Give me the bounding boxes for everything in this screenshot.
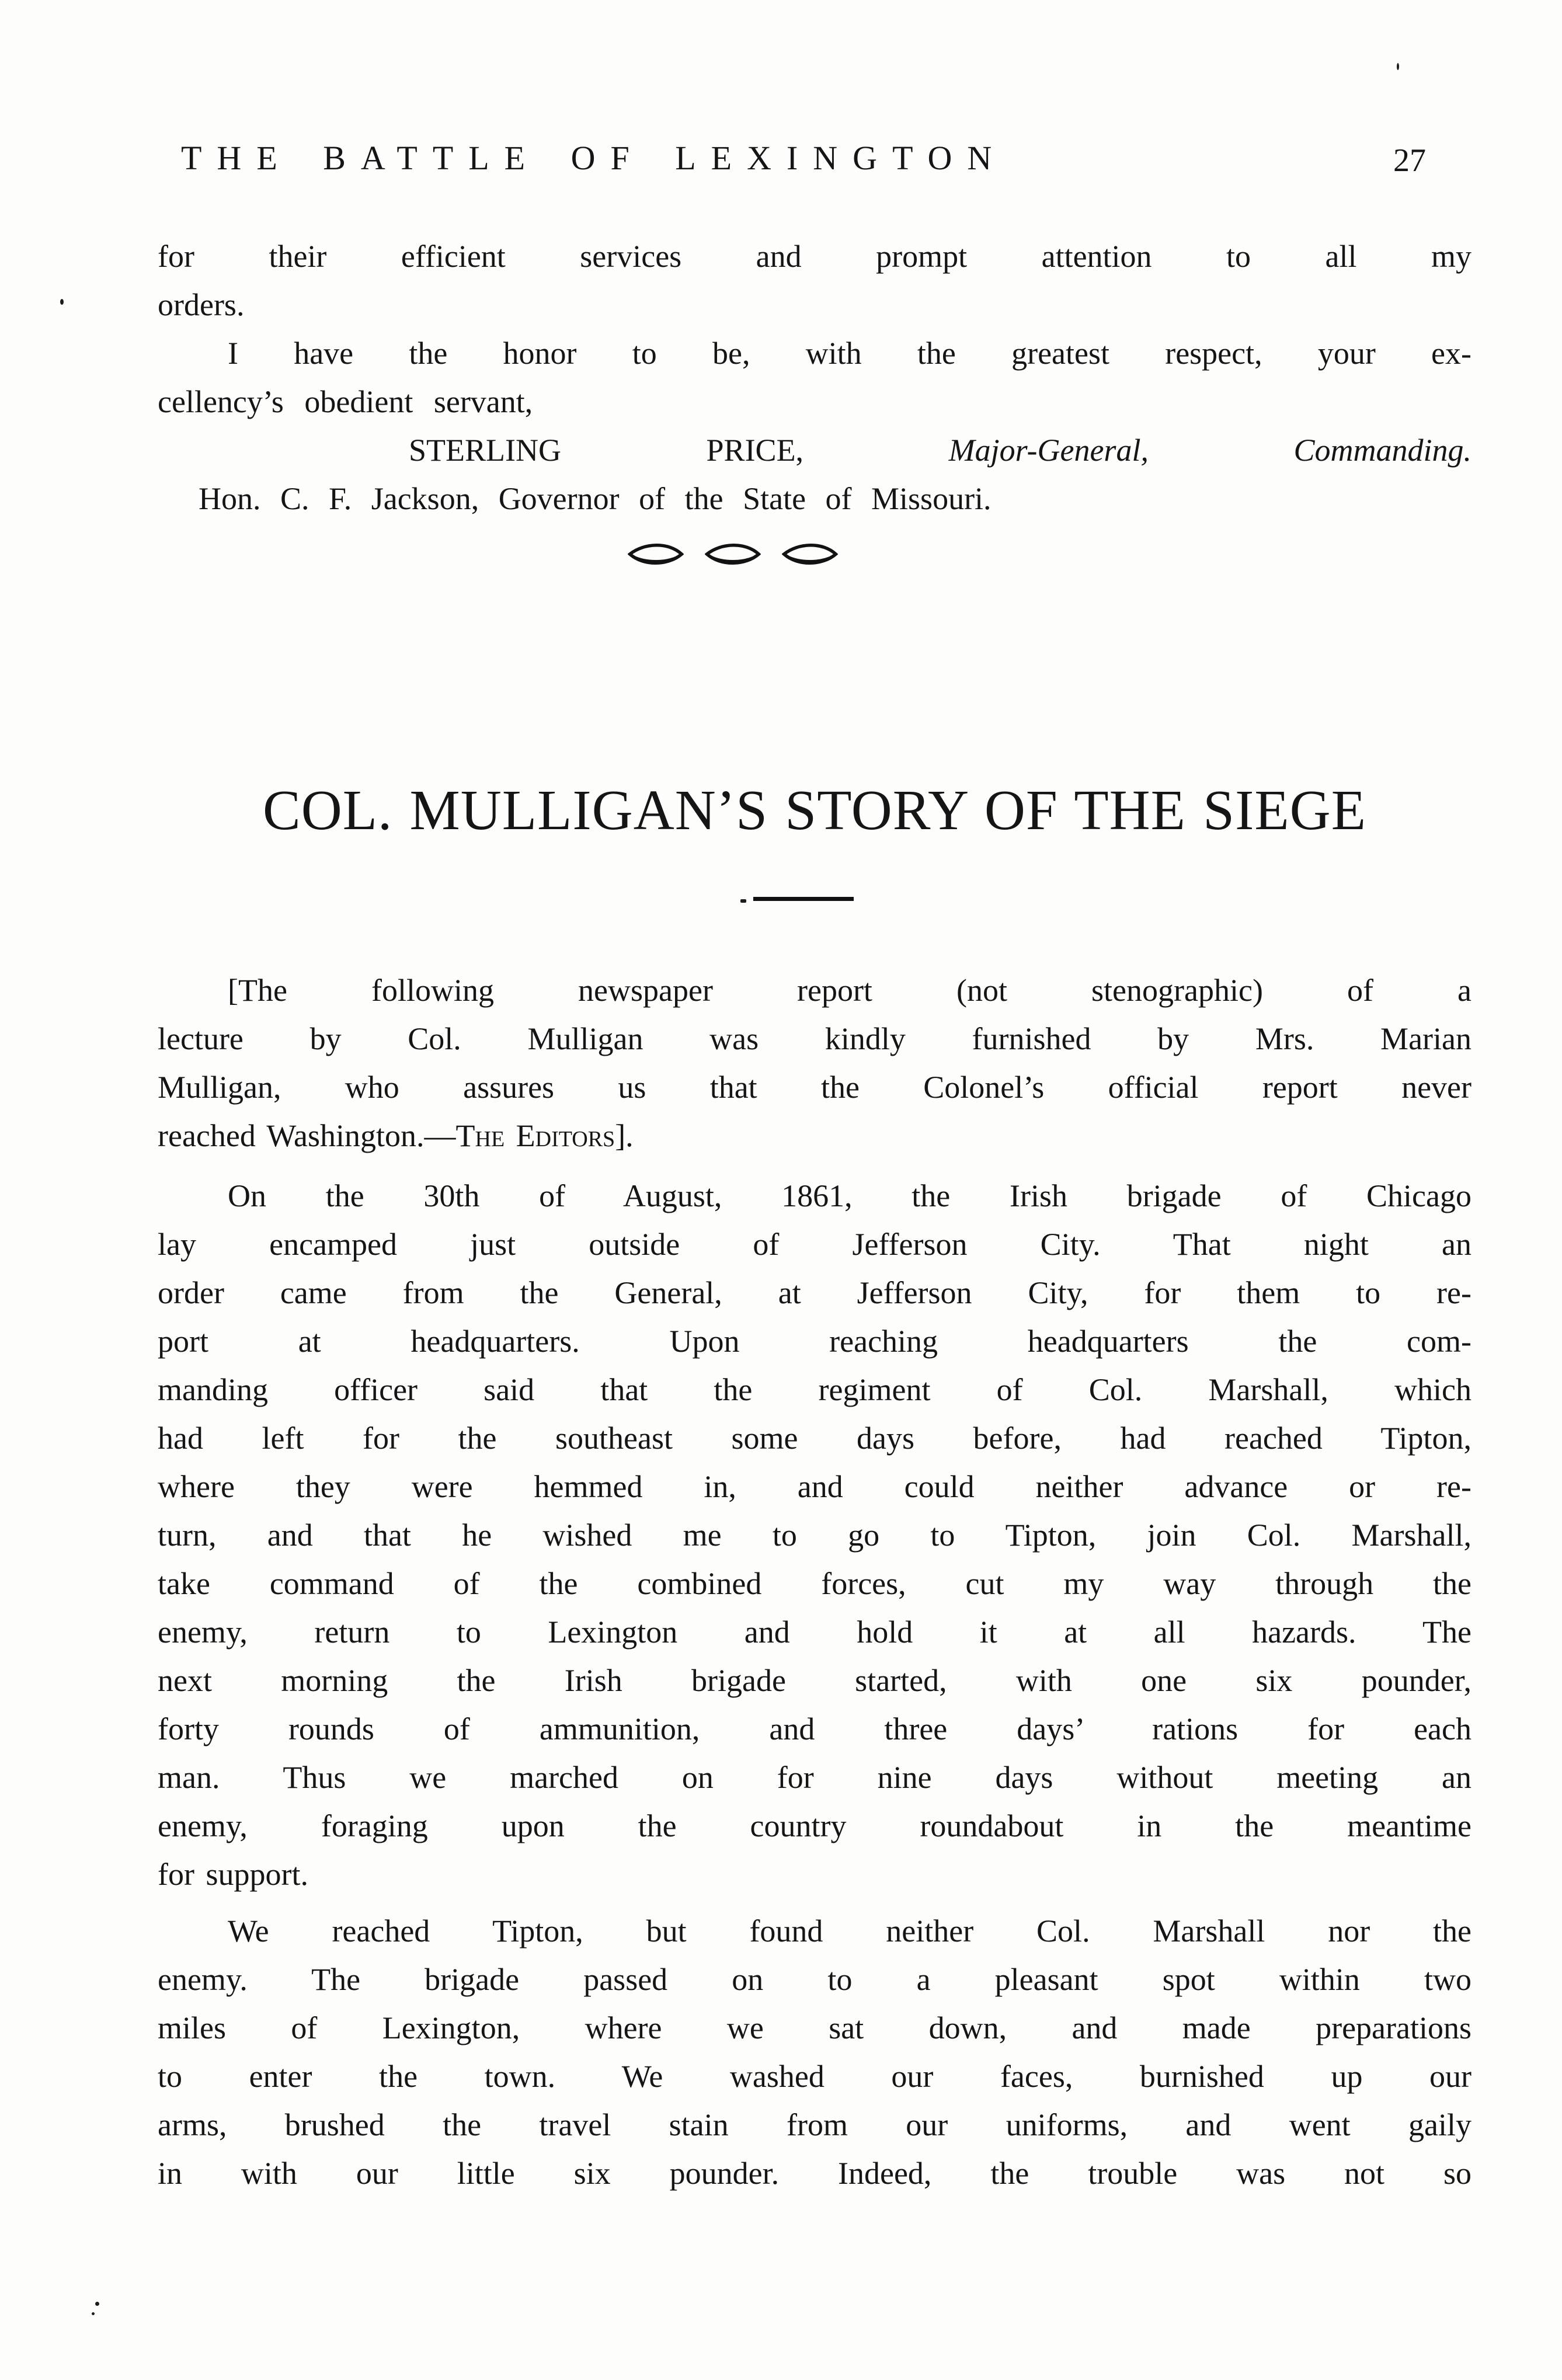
- body-line: lecture by Col. Mulligan was kindly furnished by Mrs. Marian: [158, 1021, 1471, 1056]
- body-line: man. Thus we marched on for nine days without meeting an: [158, 1760, 1471, 1795]
- body-line: next morning the Irish brigade started, with one six pounder,: [158, 1663, 1471, 1698]
- body-line: lay encamped just outside of Jefferson City. That night an: [158, 1227, 1471, 1262]
- lens-ornament-icon: [628, 541, 684, 568]
- running-head-title: THE BATTLE OF LEXINGTON: [181, 139, 1007, 177]
- story-paragraph-1: [158, 1172, 1471, 1899]
- body-line: had left for the southeast some days before, had reached Tipton,: [158, 1421, 1471, 1456]
- addressee-line: Hon. C. F. Jackson, Governor of the State of Missouri.: [199, 481, 992, 516]
- ornament-separator: [628, 541, 1471, 568]
- body-line: enemy, foraging upon the country roundabout in the meantime: [158, 1808, 1471, 1843]
- ink-speck: [740, 899, 746, 903]
- ink-speck: [92, 2312, 95, 2315]
- body-line: order came from the General, at Jefferson City, for them to re-: [158, 1275, 1471, 1310]
- body-line: port at headquarters. Upon reaching headquarters the com-: [158, 1324, 1471, 1359]
- body-line: enemy. The brigade passed on to a pleasant spot within two: [158, 1962, 1471, 1997]
- ink-speck: [1397, 63, 1399, 70]
- ink-speck: [60, 299, 64, 305]
- body-line: for support.: [158, 1857, 308, 1892]
- body-line: On the 30th of August, 1861, the Irish brigade of Chicago: [228, 1178, 1471, 1213]
- section-title: COL. MULLIGAN’S STORY OF THE SIEGE: [263, 779, 1366, 841]
- body-line: turn, and that he wished me to go to Tipton, join Col. Marshall,: [158, 1518, 1471, 1553]
- body-line: take command of the combined forces, cut my way through the: [158, 1566, 1471, 1601]
- body-line: where they were hemmed in, and could neither advance or re-: [158, 1469, 1471, 1504]
- lens-ornament-icon: [782, 541, 838, 568]
- signature-name: STERLING PRICE,: [409, 433, 804, 468]
- body-line: We reached Tipton, but found neither Col. Marshall nor the: [228, 1913, 1471, 1948]
- body-line: [The following newspaper report (not stenographic) of a: [228, 973, 1471, 1008]
- editors-note-paragraph: [158, 966, 1471, 1160]
- body-line: cellency’s obedient servant,: [158, 384, 533, 419]
- signature-line: [158, 426, 1471, 475]
- body-line: arms, brushed the travel stain from our uniforms, and went gaily: [158, 2107, 1471, 2142]
- body-line: in with our little six pounder. Indeed, the trouble was not so: [158, 2156, 1471, 2191]
- text-column: [158, 0, 1471, 2198]
- editors-smallcaps: The Editors: [455, 1118, 615, 1153]
- body-line: to enter the town. We washed our faces, burnished up our: [158, 2059, 1471, 2094]
- ink-speck: [95, 2302, 99, 2306]
- page-number: 27: [1393, 142, 1426, 179]
- title-rule: [753, 897, 854, 901]
- body-line: miles of Lexington, where we sat down, and made preparations: [158, 2010, 1471, 2045]
- body-line: Mulligan, who assures us that the Colonel’s official report never: [158, 1070, 1471, 1105]
- signature-rank-italic: Major-General, Commanding.: [948, 433, 1471, 468]
- body-line: manding officer said that the regiment of Col. Marshall, which: [158, 1372, 1471, 1407]
- lens-ornament-icon: [705, 541, 761, 568]
- body-line: forty rounds of ammunition, and three days’ rations for each: [158, 1711, 1471, 1746]
- story-paragraph-2: [158, 1907, 1471, 2198]
- body-line: for their efficient services and prompt attention to all my: [158, 239, 1471, 274]
- letter-close-paragraph: [158, 232, 1471, 523]
- editors-note-text: ].: [615, 1118, 634, 1153]
- body-line: I have the honor to be, with the greatest respect, your ex-: [228, 336, 1471, 371]
- editors-note-text: reached Washington.—: [158, 1118, 456, 1153]
- body-line: enemy, return to Lexington and hold it at all hazards. The: [158, 1614, 1471, 1650]
- body-line: orders.: [158, 287, 245, 322]
- body-line: [158, 1112, 1471, 1160]
